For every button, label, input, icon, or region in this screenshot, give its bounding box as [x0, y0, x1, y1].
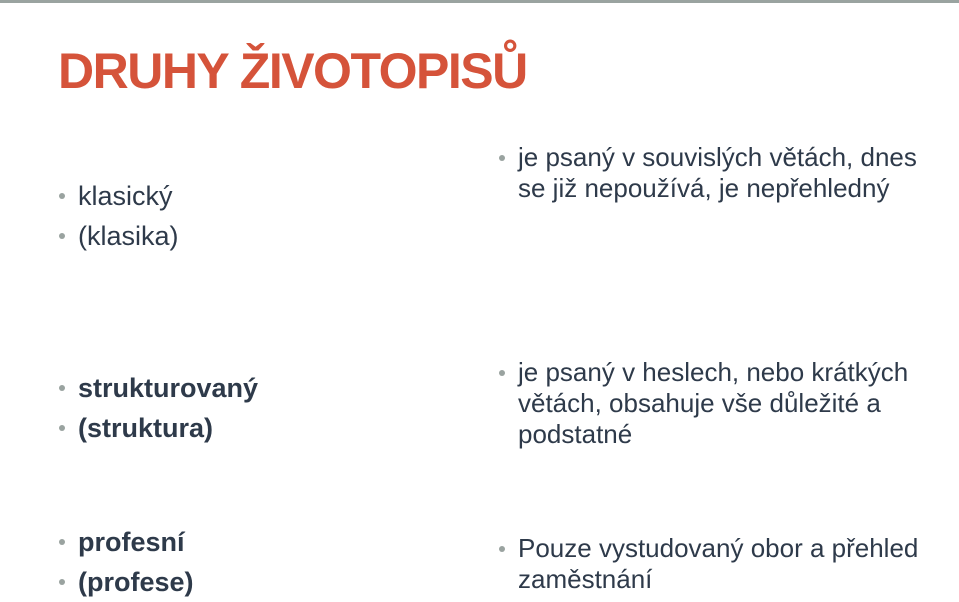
type-list-structured	[56, 368, 258, 448]
description-structured	[496, 357, 938, 450]
list-item: klasický	[56, 176, 179, 216]
bullet-icon	[59, 193, 65, 199]
bullet-icon	[499, 155, 505, 161]
bullet-icon	[59, 539, 65, 545]
bullet-icon	[59, 233, 65, 239]
type-list-professional	[56, 522, 194, 602]
bullet-icon	[499, 546, 505, 552]
list-item: je psaný v heslech, nebo krátkých větách, obsahuje vše důležité a podstatné	[496, 357, 938, 450]
list-item: (struktura)	[56, 408, 258, 448]
list-item: je psaný v souvislých větách, dnes se již nepoužívá, je nepřehledný	[496, 142, 938, 204]
bullet-icon	[59, 425, 65, 431]
list-item: (klasika)	[56, 216, 179, 256]
description-professional	[496, 533, 938, 595]
bullet-icon	[59, 385, 65, 391]
list-item: profesní	[56, 522, 194, 562]
list-item: (profese)	[56, 562, 194, 602]
list-item: Pouze vystudovaný obor a přehled zaměstnání	[496, 533, 938, 595]
bullet-icon	[59, 579, 65, 585]
bullet-icon	[499, 370, 505, 376]
slide-title: DRUHY ŽIVOTOPISŮ	[58, 43, 527, 99]
type-list-classic	[56, 176, 179, 256]
top-divider	[0, 0, 959, 3]
description-classic	[496, 142, 938, 204]
list-item: strukturovaný	[56, 368, 258, 408]
